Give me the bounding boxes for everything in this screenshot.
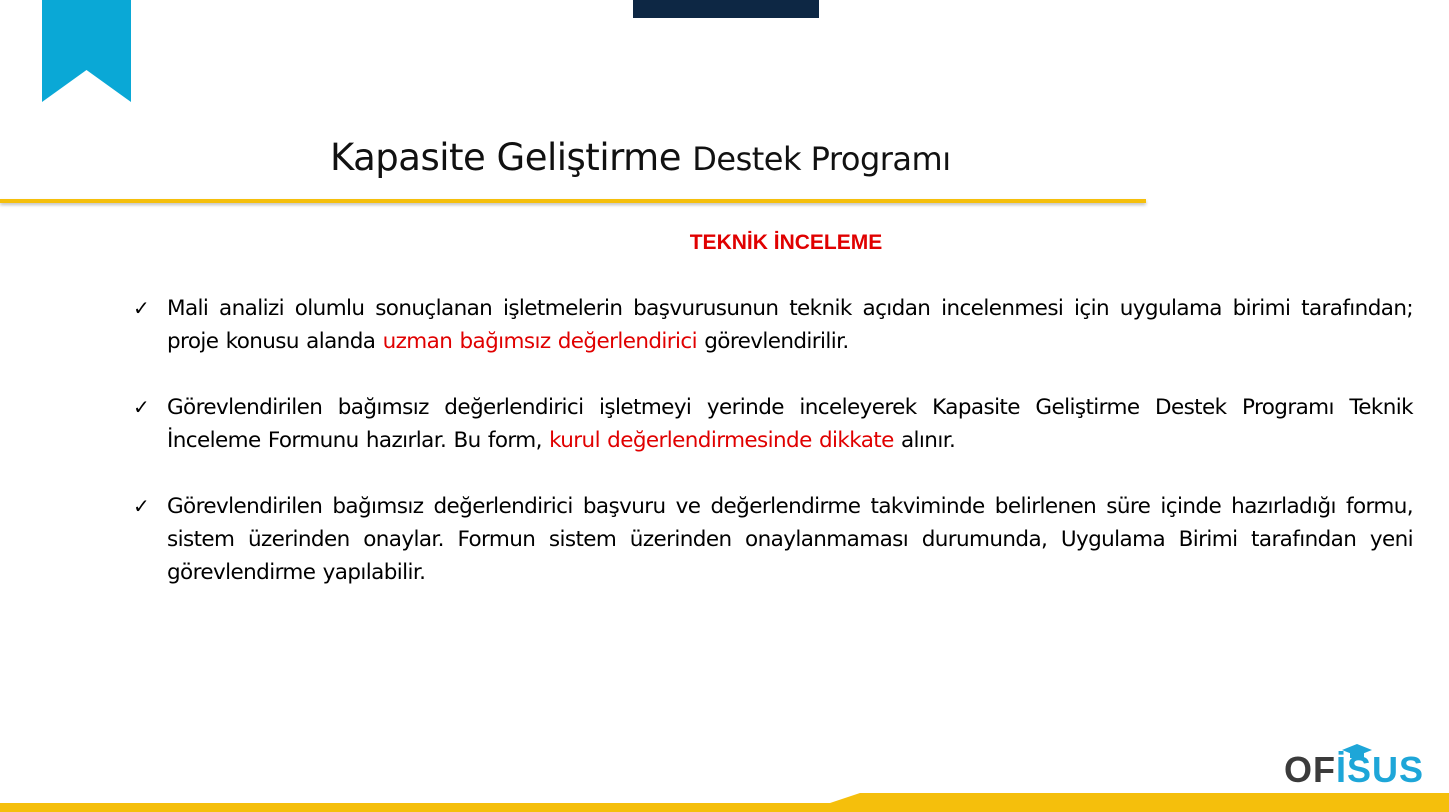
top-tab-bar — [633, 0, 819, 18]
bottom-band — [0, 790, 1449, 812]
bullet-highlight: uzman bağımsız değerlendirici — [382, 329, 697, 354]
title-sub: Destek Programı — [692, 140, 951, 178]
bullet-item — [131, 391, 1413, 457]
bookmark-ribbon-icon — [42, 0, 131, 102]
logo-text-i: İ — [1336, 749, 1348, 790]
logo-text — [1284, 750, 1424, 790]
slide-title — [330, 134, 951, 183]
check-icon: ✓ — [133, 296, 150, 320]
bullet-text — [167, 391, 1413, 457]
logo-text-of: OF — [1284, 749, 1336, 790]
title-main: Kapasite Geliştirme — [330, 136, 681, 179]
bullet-text-after: alınır. — [893, 428, 956, 453]
bullet-text-after: görevlendirilir. — [697, 329, 849, 354]
bullet-text-before: Mali analizi olumlu sonuçlanan işletmelerin başvurusunun teknik açıdan incelenmesi için uygulama birimi tarafından; proje konusu alanda — [167, 296, 1413, 354]
ofisus-logo — [1284, 744, 1424, 790]
bullet-text-before: Görevlendirilen bağımsız değerlendirici işletmeyi yerinde inceleyerek Kapasite Geliştirme Destek Programı Teknik İnceleme Formunu hazırlar. Bu form, — [167, 395, 1413, 453]
bullet-list — [131, 292, 1413, 622]
title-underline — [0, 199, 1146, 203]
bullet-highlight: kurul değerlendirmesinde dikkate — [549, 428, 894, 453]
section-heading: TEKNİK İNCELEME — [689, 231, 883, 254]
logo-text-sus: SUS — [1347, 749, 1425, 790]
bullet-text — [167, 292, 1413, 358]
check-icon: ✓ — [133, 395, 150, 419]
bullet-item — [131, 292, 1413, 358]
bullet-text — [167, 490, 1413, 589]
check-icon: ✓ — [133, 494, 150, 518]
bullet-text-before: Görevlendirilen bağımsız değerlendirici başvuru ve değerlendirme takviminde belirlenen süre içinde hazırladığı formu, sistem üzerinden onaylar. Formun sistem üzerinden onaylanmaması durumunda, Uygulama Birimi tarafından yeni görevlendirme yapılabilir. — [167, 494, 1413, 585]
bullet-item — [131, 490, 1413, 589]
